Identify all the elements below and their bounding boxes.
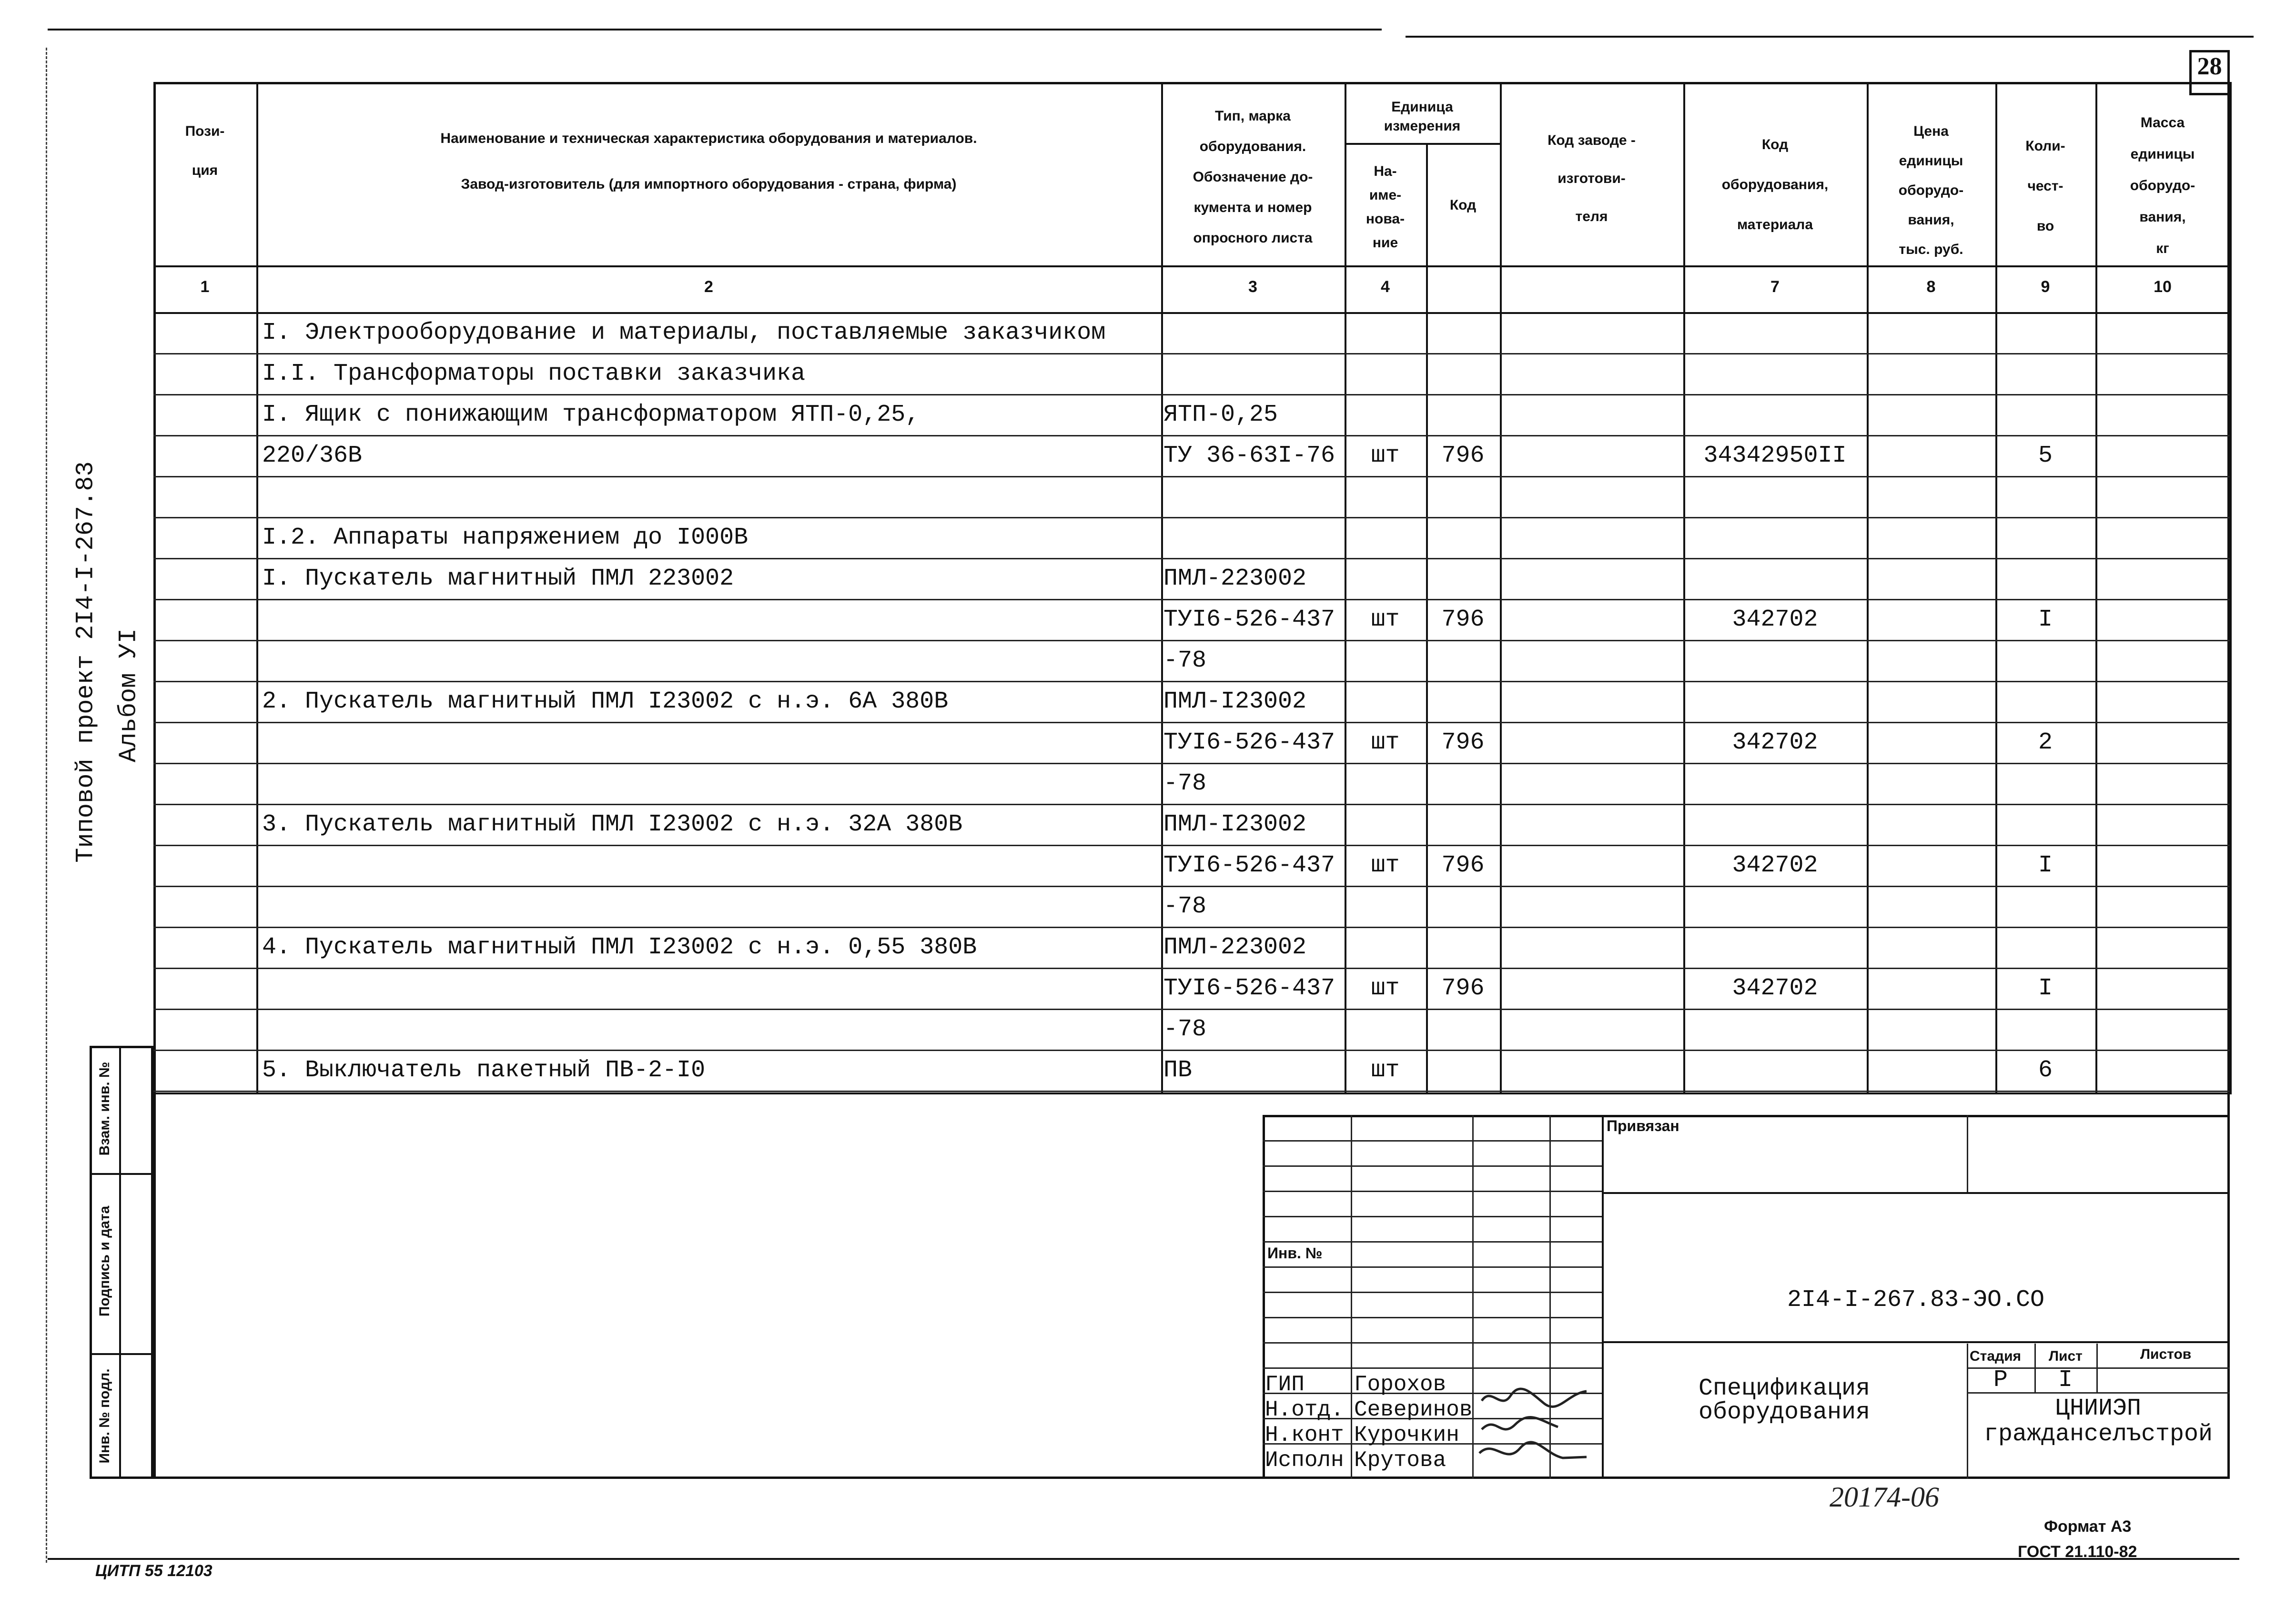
cell-name: I.I. Трансформаторы поставки заказчика — [262, 360, 806, 387]
header-col6 — [1500, 121, 1683, 236]
header-unit-group-l2: измерения — [1384, 118, 1461, 134]
cell-equip-code: 342702 — [1732, 975, 1818, 1002]
header-col9 — [1995, 126, 2095, 246]
tb-staff-role: Исполн — [1265, 1448, 1344, 1473]
header-col9-l2: чест- — [2027, 178, 2063, 194]
cell-unit: шт — [1371, 975, 1400, 1002]
colnum-1: 1 — [200, 278, 210, 296]
row-line — [153, 681, 2230, 682]
colnum-8: 8 — [1926, 278, 1936, 296]
header-col4-l2: име- — [1369, 187, 1402, 203]
row-line — [153, 435, 2230, 436]
row-line — [153, 558, 2230, 559]
side-box-divider-v — [119, 1046, 121, 1479]
cell-type: ПМЛ-223002 — [1163, 565, 1307, 592]
tb-row-line — [1263, 1367, 1602, 1369]
header-col4-l3: нова- — [1365, 211, 1405, 227]
tb-privyazan: Привязан — [1607, 1117, 1679, 1134]
tb-row-line — [1263, 1191, 1602, 1192]
signatures-drawing — [1472, 1382, 1596, 1477]
header-col10-l2: единицы — [2130, 146, 2195, 162]
header-col5: Код — [1449, 197, 1477, 213]
tb-staff-role: ГИП — [1265, 1372, 1305, 1397]
cell-unit: шт — [1371, 606, 1400, 633]
header-col9-l3: во — [2036, 218, 2054, 234]
printer-label: ЦИТП 55 12103 — [95, 1562, 212, 1580]
tb-row-line — [1263, 1165, 1602, 1167]
header-col6-l2: изготови- — [1558, 171, 1626, 186]
tb-row-line — [1263, 1140, 1602, 1142]
cell-type: ТУI6-526-437 — [1163, 729, 1335, 756]
top-cut-line-1 — [48, 29, 1382, 30]
cell-type: -78 — [1163, 893, 1207, 920]
table-bottom-line — [153, 1092, 2230, 1094]
row-line — [153, 394, 2230, 395]
tb-sheets-label: Листов — [2140, 1346, 2192, 1362]
tb-title-l1: Спецификация — [1698, 1375, 1871, 1402]
cell-equip-code: 342702 — [1732, 852, 1818, 879]
header-unit-group — [1345, 98, 1500, 136]
header-col7-l1: Код — [1761, 137, 1789, 152]
side-project-label: Типовой проект 2I4-I-267.83 — [71, 461, 100, 863]
row-line — [153, 1050, 2230, 1051]
header-col6-l3: теля — [1575, 209, 1608, 224]
tb-title — [1602, 1377, 1967, 1425]
signature-2 — [1482, 1417, 1558, 1429]
header-col8-l2: единицы — [1899, 153, 1963, 169]
tb-row-line — [1263, 1342, 1602, 1344]
row-line — [153, 640, 2230, 641]
header-unit-group-l1: Единица — [1391, 99, 1453, 115]
cell-type: -78 — [1163, 770, 1207, 797]
tb-line-designation-top — [1602, 1192, 2230, 1194]
header-col7 — [1683, 125, 1867, 245]
header-col3-l2: оборудования. — [1199, 139, 1306, 154]
cell-qty: 2 — [2038, 729, 2053, 756]
row-line — [153, 845, 2230, 846]
number-row-line — [153, 312, 2230, 314]
tb-staff-name: Северинов — [1354, 1397, 1473, 1422]
side-box-label-podpis: Подпись и дата — [97, 1205, 112, 1317]
cell-name: 4. Пускатель магнитный ПМЛ I23002 с н.э. 0,55 380В — [262, 934, 977, 961]
tb-sheet-label: Лист — [2049, 1348, 2083, 1364]
tb-row-line — [1263, 1216, 1602, 1217]
tb-col-e — [1967, 1115, 1968, 1192]
cell-name: I.2. Аппараты напряжением до I000В — [262, 524, 748, 551]
cell-unit: шт — [1371, 852, 1400, 879]
row-line — [153, 886, 2230, 887]
tb-row-line — [1263, 1241, 1602, 1243]
header-col8 — [1867, 117, 1995, 264]
row-line — [153, 599, 2230, 600]
cell-equip-code: 342702 — [1732, 606, 1818, 633]
top-cut-line-2 — [1406, 36, 2254, 38]
header-col2-line1: Наименование и техническая характеристика оборудования и материалов. — [440, 131, 977, 146]
cell-unit: шт — [1371, 729, 1400, 756]
cell-type: ТУI6-526-437 — [1163, 606, 1335, 633]
header-col10-l5: кг — [2156, 241, 2169, 256]
tb-row-line — [1263, 1266, 1602, 1268]
gost-label: ГОСТ 21.110-82 — [2018, 1543, 2137, 1561]
bottom-cut-line — [48, 1558, 2239, 1560]
row-line — [153, 968, 2230, 969]
row-line — [153, 1009, 2230, 1010]
cell-qty: I — [2038, 852, 2053, 879]
cell-equip-code: 342702 — [1732, 729, 1818, 756]
tb-staff-role: Н.конт — [1265, 1423, 1344, 1447]
cell-type: ПВ — [1163, 1057, 1193, 1084]
colnum-2: 2 — [704, 278, 713, 296]
header-col2 — [256, 129, 1161, 194]
cell-type: ТУI6-526-437 — [1163, 975, 1335, 1002]
cell-name: 2. Пускатель магнитный ПМЛ I23002 с н.э. 6А 380В — [262, 688, 949, 715]
header-col2-line2: Завод-изготовитель (для импортного оборудования - страна, фирма) — [461, 176, 957, 192]
tb-staff-name: Курочкин — [1354, 1423, 1459, 1447]
tb-staff-name: Крутова — [1354, 1448, 1446, 1473]
colnum-10: 10 — [2154, 278, 2172, 296]
side-box-label-inv: Инв. № подл. — [97, 1368, 112, 1464]
cell-qty: 5 — [2038, 442, 2053, 469]
header-col10 — [2095, 107, 2230, 264]
header-col7-l2: оборудования, — [1721, 177, 1829, 192]
col-line-9 — [2230, 82, 2232, 1094]
tb-staff-role: Н.отд. — [1265, 1397, 1344, 1422]
colnum-4: 4 — [1381, 278, 1390, 296]
cell-name: I. Электрооборудование и материалы, поставляемые заказчиком — [262, 319, 1106, 346]
header-col10-l4: вания, — [2139, 209, 2186, 225]
header-col3-l4: кумента и номер — [1194, 200, 1312, 215]
cell-name: I. Ящик с понижающим трансформатором ЯТП-0,25, — [262, 401, 920, 428]
row-line — [153, 763, 2230, 764]
cell-code: 796 — [1441, 729, 1485, 756]
header-col4-l4: ние — [1372, 235, 1398, 251]
colnum-7: 7 — [1770, 278, 1780, 296]
header-col1 — [153, 121, 256, 181]
tb-designation: 2I4-I-267.83-ЭО.СО — [1787, 1286, 2045, 1314]
tb-row-line — [1263, 1292, 1602, 1293]
cell-type: ПМЛ-I23002 — [1163, 811, 1307, 838]
cell-equip-code: 34342950II — [1703, 442, 1847, 469]
header-col4-l1: На- — [1374, 163, 1397, 179]
header-col6-l1: Код заводе - — [1548, 132, 1636, 148]
cell-type: ПМЛ-223002 — [1163, 934, 1307, 961]
header-col8-l5: тыс. руб. — [1899, 242, 1963, 257]
header-col1-line2: ция — [192, 162, 218, 178]
header-bottom-line — [153, 265, 2230, 267]
cell-unit: шт — [1371, 442, 1400, 469]
row-line — [153, 927, 2230, 928]
cell-qty: I — [2038, 606, 2053, 633]
header-col9-l1: Коли- — [2025, 138, 2065, 154]
tb-org-l1: ЦНИИЭП — [2055, 1395, 2142, 1422]
tb-inv-no: Инв. № — [1267, 1244, 1323, 1262]
header-col1-line1: Пози- — [185, 123, 225, 139]
header-col3-l3: Обозначение до- — [1193, 169, 1313, 185]
tb-title-l2: оборудования — [1698, 1399, 1871, 1426]
cell-type: -78 — [1163, 1016, 1207, 1043]
header-col8-l3: оборудо- — [1898, 182, 1964, 198]
tb-stage-label: Стадия — [1970, 1348, 2022, 1364]
tb-sheet-value: I — [2058, 1366, 2073, 1394]
cell-name: 220/36В — [262, 442, 363, 469]
signature-3 — [1479, 1442, 1587, 1458]
cell-code: 796 — [1441, 606, 1485, 633]
header-col10-l1: Масса — [2140, 115, 2185, 131]
cell-type: ЯТП-0,25 — [1163, 401, 1278, 428]
tb-org-l2: гражданселъстрой — [1983, 1421, 2213, 1448]
cell-qty: I — [2038, 975, 2053, 1002]
header-col7-l3: материала — [1737, 217, 1813, 233]
tb-row-line — [1263, 1317, 1602, 1318]
tb-stage-value: Р — [1993, 1366, 2008, 1394]
cell-unit: шт — [1371, 1057, 1400, 1084]
signature-1 — [1482, 1389, 1587, 1407]
col-line-1 — [256, 82, 258, 1094]
side-box-label-zam: Взам. инв. № — [97, 1062, 112, 1156]
header-col8-l4: вания, — [1908, 212, 1954, 228]
cell-code: 796 — [1441, 975, 1485, 1002]
sheet-number: 28 — [2197, 53, 2222, 80]
cell-qty: 6 — [2038, 1057, 2053, 1084]
row-line — [153, 804, 2230, 805]
header-col10-l3: оборудо- — [2130, 178, 2195, 193]
tb-org — [1967, 1396, 2230, 1447]
cell-name: 3. Пускатель магнитный ПМЛ I23002 с н.э. 32А 380В — [262, 811, 963, 838]
handwritten-number: 20174-06 — [1830, 1481, 1939, 1513]
row-line — [153, 722, 2230, 723]
cell-type: ТУ 36-63I-76 — [1163, 442, 1335, 469]
row-line — [153, 517, 2230, 518]
tb-line-designation-bottom — [1602, 1341, 2230, 1343]
cell-name: 5. Выключатель пакетный ПВ-2-I0 — [262, 1057, 706, 1084]
format-label: Формат А3 — [2044, 1517, 2132, 1536]
cell-type: -78 — [1163, 647, 1207, 674]
tb-col-a — [1351, 1115, 1352, 1479]
row-line — [153, 1091, 2230, 1092]
row-line — [153, 353, 2230, 354]
header-col3 — [1161, 101, 1345, 253]
header-col8-l1: Цена — [1913, 123, 1949, 139]
cell-name: I. Пускатель магнитный ПМЛ 223002 — [262, 565, 734, 592]
tb-stage-div2 — [2096, 1344, 2098, 1392]
tb-staff-name: Горохов — [1354, 1372, 1446, 1397]
side-box-divider-h1 — [90, 1173, 153, 1175]
header-col3-l1: Тип, марка — [1215, 108, 1291, 124]
cell-code: 796 — [1441, 852, 1485, 879]
row-line — [153, 476, 2230, 477]
left-cut-line — [46, 48, 47, 1563]
header-col3-l5: опросного листа — [1193, 230, 1313, 246]
cell-type: ТУI6-526-437 — [1163, 852, 1335, 879]
colnum-9: 9 — [2041, 278, 2050, 296]
header-col4 — [1345, 160, 1426, 255]
side-album-label: Альбом УI — [114, 628, 143, 762]
unit-group-line — [1345, 143, 1500, 145]
cell-type: ПМЛ-I23002 — [1163, 688, 1307, 715]
colnum-3: 3 — [1248, 278, 1257, 296]
cell-code: 796 — [1441, 442, 1485, 469]
